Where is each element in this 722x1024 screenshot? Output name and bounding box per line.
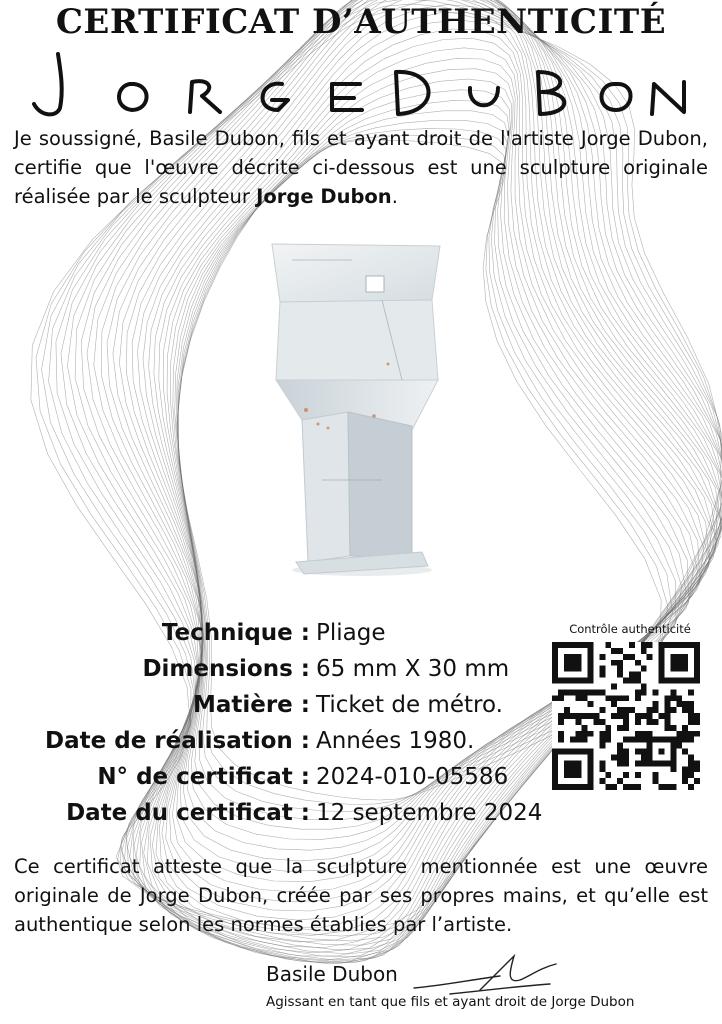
detail-value: 2024-010-05586: [316, 764, 509, 790]
qr-label: Contrôle authenticité: [569, 622, 691, 636]
sculpture-photo: [262, 240, 452, 580]
detail-row: [0, 728, 580, 764]
detail-row: [0, 800, 580, 836]
detail-label: Technique :: [161, 620, 310, 646]
detail-label: Date de réalisation :: [45, 728, 310, 754]
intro-text-end: .: [391, 185, 398, 208]
artist-signature-image: [20, 48, 700, 124]
signer-role: Agissant en tant que fils et ayant droit de Jorge Dubon: [266, 994, 635, 1010]
detail-row: [0, 656, 580, 692]
detail-value: 65 mm X 30 mm: [316, 656, 510, 682]
intro-text: Je soussigné, Basile Dubon, fils et ayant droit de l'artiste Jorge Dubon, certifie que l'œuvre décrite ci-dessous est une sculpture originale réalisée par le sculpteur: [14, 127, 708, 208]
detail-value: Pliage: [316, 620, 386, 646]
detail-label: Date du certificat :: [66, 800, 310, 826]
qr-code[interactable]: [552, 642, 700, 790]
detail-row: [0, 620, 580, 656]
detail-row: [0, 692, 580, 728]
detail-row: [0, 764, 580, 800]
certificate-title: CERTIFICAT D’AUTHENTICITÉ: [55, 2, 667, 42]
detail-label: Dimensions :: [142, 656, 310, 682]
handwritten-signature: [410, 950, 560, 1000]
detail-value: 12 septembre 2024: [316, 800, 543, 826]
intro-artist-name: Jorge Dubon: [256, 185, 392, 208]
detail-label: Matière :: [192, 692, 310, 718]
detail-label: N° de certificat :: [97, 764, 310, 790]
closing-paragraph: Ce certificat atteste que la sculpture mentionnée est une œuvre originale de Jorge Dubon, créée par ses propres mains, et qu’elle est authentique selon les normes établies par l’artiste.: [14, 855, 708, 936]
detail-value: Années 1980.: [316, 728, 475, 754]
detail-value: Ticket de métro.: [316, 692, 503, 718]
intro-paragraph: [14, 124, 708, 211]
signer-name: Basile Dubon: [266, 962, 398, 986]
